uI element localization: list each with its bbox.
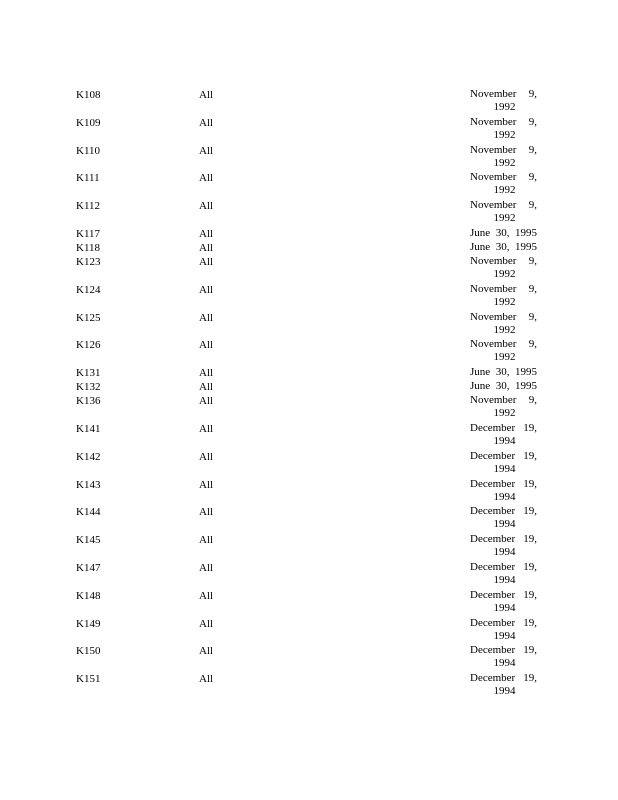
row-code: K131 [76, 367, 101, 380]
date-part: 19, [523, 477, 537, 490]
date-part: 30, [495, 380, 510, 393]
row-subparts: All [199, 144, 214, 157]
row-code: K110 [76, 144, 101, 157]
date-part: November [470, 143, 517, 156]
row-code: K147 [76, 562, 101, 574]
row-code: K132 [76, 381, 101, 394]
row-subparts: All [199, 423, 214, 435]
date-part: 30, [495, 366, 510, 379]
date-line-1 [470, 561, 537, 574]
table-row [0, 199, 618, 225]
date-part: 9, [528, 255, 537, 267]
date-line-2: 1992 [493, 101, 516, 113]
table-row [0, 533, 618, 559]
row-date [470, 450, 537, 476]
date-line-2: 1994 [493, 435, 516, 447]
date-line-2: 1994 [493, 574, 516, 586]
row-date [470, 644, 537, 670]
row-date [470, 505, 537, 531]
date-part: 19, [523, 672, 537, 685]
date-line-1 [470, 283, 537, 296]
table-row [0, 116, 618, 142]
row-code: K145 [76, 534, 101, 547]
row-subparts: All [199, 645, 214, 658]
date-part: November [470, 115, 517, 128]
date-line-2: 1992 [493, 295, 516, 308]
date-part: November [470, 255, 517, 267]
row-subparts: All [199, 367, 214, 380]
table-row [0, 144, 618, 170]
table-row [0, 338, 618, 364]
date-part: November [470, 310, 517, 323]
table-row [0, 617, 618, 643]
date-part: 1995 [514, 227, 537, 239]
date-part: December [470, 449, 516, 462]
date-line-2: 1994 [493, 546, 516, 559]
row-date [470, 478, 537, 504]
date-part: November [470, 199, 517, 212]
row-subparts: All [199, 562, 214, 574]
date-part: June [470, 366, 491, 379]
date-part: 1995 [514, 366, 537, 379]
date-line-1 [470, 589, 537, 602]
row-date [470, 255, 537, 281]
table-row [0, 171, 618, 197]
date-part: 9, [528, 88, 537, 100]
row-code: K144 [76, 506, 101, 519]
row-subparts: All [199, 172, 214, 185]
date-line-2: 1992 [493, 156, 516, 169]
date-part: 30, [495, 241, 510, 253]
row-subparts: All [199, 450, 214, 463]
row-code: K149 [76, 617, 101, 630]
date-part: December [470, 477, 516, 490]
date-part: 19, [523, 422, 537, 434]
row-code: K111 [76, 172, 100, 185]
date-line-1 [470, 171, 537, 184]
date-part: November [470, 282, 517, 295]
date-line-2: 1994 [493, 462, 516, 475]
date-line-1 [470, 505, 537, 518]
date-line-1 [470, 380, 537, 393]
date-line-1 [470, 394, 537, 407]
row-date [470, 144, 537, 170]
row-subparts: All [199, 242, 214, 254]
row-code: K148 [76, 589, 101, 602]
date-line-2: 1992 [493, 351, 516, 364]
date-part: June [470, 380, 491, 393]
row-subparts: All [199, 395, 214, 408]
date-part: 19, [523, 533, 537, 546]
date-part: December [470, 588, 516, 601]
date-part: 9, [528, 310, 537, 323]
date-part: 9, [528, 338, 537, 351]
date-part: 19, [523, 449, 537, 462]
table-row [0, 561, 618, 587]
table-row [0, 394, 618, 420]
row-code: K109 [76, 116, 101, 129]
row-subparts: All [199, 506, 214, 519]
row-subparts: All [199, 256, 214, 268]
date-part: June [470, 241, 491, 253]
table-row [0, 422, 618, 448]
table-row [0, 589, 618, 615]
table-row [0, 88, 618, 114]
date-line-1 [470, 338, 537, 351]
row-date [470, 227, 537, 240]
row-code: K151 [76, 673, 101, 686]
row-subparts: All [199, 116, 214, 129]
date-line-1 [470, 311, 537, 324]
date-line-2: 1994 [493, 685, 516, 698]
row-code: K142 [76, 450, 101, 463]
row-date [470, 366, 537, 379]
date-line-2: 1992 [493, 407, 516, 420]
table-row [0, 255, 618, 281]
date-part: 19, [523, 644, 537, 657]
row-date [470, 116, 537, 142]
date-part: 9, [528, 143, 537, 156]
date-line-1 [470, 533, 537, 546]
row-code: K124 [76, 283, 101, 296]
row-date [470, 561, 537, 587]
row-subparts: All [199, 617, 214, 630]
row-code: K143 [76, 478, 101, 491]
date-part: November [470, 394, 517, 407]
row-date [470, 338, 537, 364]
date-part: December [470, 422, 516, 434]
date-line-1 [470, 644, 537, 657]
row-date [470, 617, 537, 643]
table-row [0, 311, 618, 337]
date-line-2: 1994 [493, 657, 516, 670]
date-line-2: 1992 [493, 128, 516, 141]
date-line-1 [470, 88, 537, 101]
row-subparts: All [199, 673, 214, 686]
date-line-1 [470, 450, 537, 463]
row-code: K123 [76, 256, 101, 268]
row-subparts: All [199, 478, 214, 491]
row-date [470, 171, 537, 197]
row-date [470, 199, 537, 225]
table-row [0, 283, 618, 309]
row-date [470, 589, 537, 615]
date-part: December [470, 644, 516, 657]
row-date [470, 283, 537, 309]
date-line-2: 1994 [493, 490, 516, 503]
date-part: 19, [523, 588, 537, 601]
row-code: K125 [76, 311, 101, 324]
row-code: K150 [76, 645, 101, 658]
date-part: 9, [528, 199, 537, 212]
date-line-1 [470, 478, 537, 491]
date-line-1 [470, 255, 537, 268]
date-line-2: 1992 [493, 268, 516, 280]
row-code: K136 [76, 395, 101, 408]
date-line-1 [470, 422, 537, 435]
date-line-2: 1992 [493, 323, 516, 336]
date-line-2: 1994 [493, 601, 516, 614]
date-part: 9, [528, 115, 537, 128]
date-line-2: 1992 [493, 212, 516, 225]
row-date [470, 422, 537, 448]
row-date [470, 533, 537, 559]
date-line-1 [470, 366, 537, 379]
row-date [470, 311, 537, 337]
date-part: June [470, 227, 491, 239]
date-part: November [470, 338, 517, 351]
date-line-2: 1994 [493, 518, 516, 531]
row-subparts: All [199, 534, 214, 547]
table-row [0, 478, 618, 504]
table-row [0, 241, 618, 255]
date-line-2: 1992 [493, 184, 516, 197]
row-subparts: All [199, 339, 214, 352]
date-part: December [470, 672, 516, 685]
date-line-1 [470, 227, 537, 240]
date-part: 19, [523, 616, 537, 629]
date-part: 30, [495, 227, 510, 239]
row-subparts: All [199, 589, 214, 602]
row-code: K118 [76, 242, 101, 254]
row-subparts: All [199, 311, 214, 324]
row-subparts: All [199, 200, 214, 213]
table-row [0, 505, 618, 531]
date-part: 9, [528, 171, 537, 184]
row-subparts: All [199, 283, 214, 296]
date-part: December [470, 505, 516, 518]
row-subparts: All [199, 228, 214, 240]
date-line-1 [470, 672, 537, 685]
date-line-1 [470, 241, 537, 254]
date-part: 19, [523, 505, 537, 518]
date-part: 9, [528, 282, 537, 295]
date-part: 1995 [514, 241, 537, 253]
row-code: K117 [76, 228, 101, 240]
date-part: December [470, 616, 516, 629]
row-subparts: All [199, 381, 214, 394]
table-row [0, 644, 618, 670]
row-date [470, 672, 537, 698]
table-row [0, 380, 618, 394]
table-row [0, 672, 618, 698]
date-part: 9, [528, 394, 537, 407]
date-part: November [470, 88, 517, 100]
row-date [470, 241, 537, 254]
row-code: K108 [76, 89, 101, 101]
table-row [0, 366, 618, 380]
row-code: K112 [76, 200, 101, 213]
table-row [0, 450, 618, 476]
row-date [470, 380, 537, 393]
row-date [470, 394, 537, 420]
row-code: K126 [76, 339, 101, 352]
date-part: December [470, 533, 516, 546]
date-line-1 [470, 116, 537, 129]
date-part: 1995 [514, 380, 537, 393]
row-date [470, 88, 537, 114]
date-line-2: 1994 [493, 629, 516, 642]
date-line-1 [470, 144, 537, 157]
date-line-1 [470, 617, 537, 630]
row-subparts: All [199, 89, 214, 101]
date-part: November [470, 171, 517, 184]
row-code: K141 [76, 423, 101, 435]
date-line-1 [470, 199, 537, 212]
table-row [0, 227, 618, 241]
date-part: 19, [523, 561, 537, 573]
date-part: December [470, 561, 516, 573]
